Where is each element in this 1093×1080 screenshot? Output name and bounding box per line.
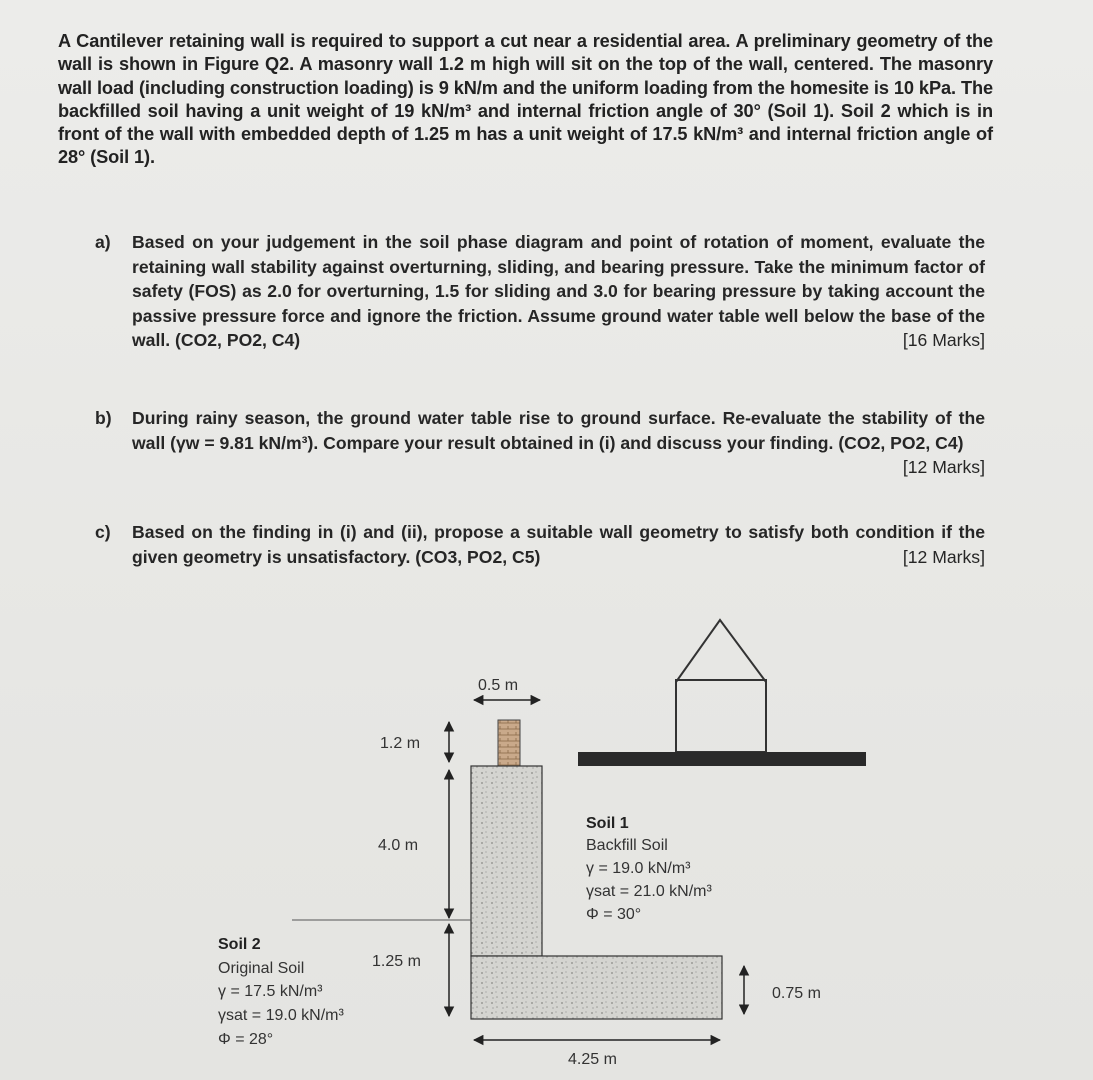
question-letter: c) <box>95 522 111 542</box>
question-marks: [12 Marks] <box>902 457 985 477</box>
house-icon <box>676 620 766 752</box>
backfill-surface <box>578 752 866 766</box>
soil1-gamma-sat: γsat = 21.0 kN/m³ <box>586 883 712 900</box>
question-text: Based on your judgement in the soil phase diagram and point of rotation of moment, evaluate the retaining wall stability against overturning, sliding, and bearing pressure. Take the minimum factor of safety (FOS) as 2.0 for overturning, 1.5 for sliding and 3.0 for bearing pressure by taking account the passive pressure force and ignore the friction. Assume ground water table well below the base of the wall. (CO2, PO2, C4) <box>132 232 985 350</box>
soil2-gamma-sat: γsat = 19.0 kN/m³ <box>218 1007 344 1024</box>
soil1-name: Backfill Soil <box>586 837 668 854</box>
dim-stem-height: 4.0 m <box>378 837 419 854</box>
dim-masonry-height: 1.2 m <box>380 735 421 752</box>
dim-top-width: 0.5 m <box>478 677 519 694</box>
question-text: During rainy season, the ground water table rise to ground surface. Re-evaluate the stability of the wall (γw = 9.81 kN/m³). Compare your result obtained in (i) and discuss your finding. (CO2, PO2, C4) <box>132 408 985 453</box>
masonry-wall <box>498 720 520 766</box>
question-letter: b) <box>95 408 112 428</box>
soil1-title: Soil 1 <box>586 815 629 832</box>
dim-embedment: 1.25 m <box>372 953 421 970</box>
soil1-gamma: γ = 19.0 kN/m³ <box>586 860 691 877</box>
question-letter: a) <box>95 232 111 252</box>
wall-base <box>471 956 722 1019</box>
soil2-phi: Φ = 28° <box>218 1031 274 1048</box>
question-text: Based on the finding in (i) and (ii), propose a suitable wall geometry to satisfy both condition if the given geometry is unsatisfactory. (CO3, PO2, C5) <box>132 522 985 567</box>
soil2-name: Original Soil <box>218 960 305 977</box>
question-marks: [12 Marks] <box>902 546 985 567</box>
dim-base-thickness: 0.75 m <box>772 985 821 1002</box>
wall-stem <box>471 766 542 956</box>
question-marks: [16 Marks] <box>902 330 985 350</box>
problem-statement: A Cantilever retaining wall is required to support a cut near a residential area. A preliminary geometry of the wall is shown in Figure Q2. A masonry wall 1.2 m high will sit on the top of the wall, centered. The masonry wall load (including construction loading) is 9 kN/m and the uniform loading from the homesite is 10 kPa. The backfilled soil having a unit weight of 19 kN/m³ and internal friction angle of 30° (Soil 1). Soil 2 which is in front of the wall with embedded depth of 1.25 m has a unit weight of 17.5 kN/m³ and internal friction angle of 28° (Soil 1). <box>58 31 993 168</box>
soil1-phi: Φ = 30° <box>586 906 642 923</box>
dim-base-width: 4.25 m <box>568 1051 617 1068</box>
soil2-gamma: γ = 17.5 kN/m³ <box>218 983 323 1000</box>
soil2-title: Soil 2 <box>218 936 261 953</box>
